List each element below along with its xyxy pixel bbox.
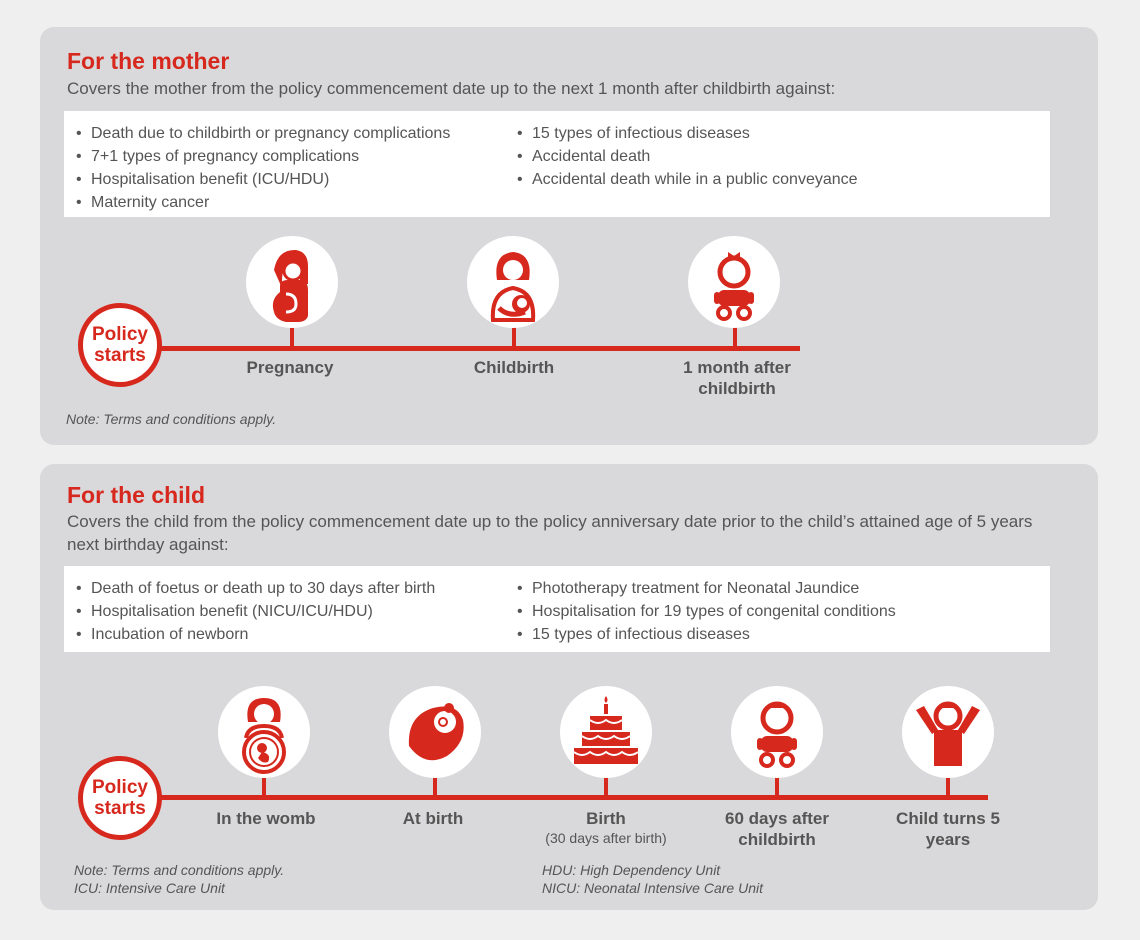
child-notes-left [74,861,284,897]
childbirth-stage-icon [467,236,559,328]
foetus-in-womb-icon [218,686,310,778]
pregnancy-stage-icon [246,236,338,328]
policy-starts-marker [78,303,162,387]
policy-starts-label: starts [94,345,146,366]
mother-with-baby-icon [467,236,559,328]
list-item: • Accidental death [517,145,858,168]
stage-sublabel-birth: (30 days after birth) [545,830,667,846]
birthday-stage-icon [560,686,652,778]
mother-note: Note: Terms and conditions apply. [66,411,277,427]
mother-panel [40,27,1098,445]
list-item: • 7+1 types of pregnancy complications [76,145,450,168]
stage-label-birth [516,808,696,848]
stage-label-womb: In the womb [216,809,316,828]
sixty-days-stage-icon [731,686,823,778]
list-item: • Hospitalisation for 19 types of congenital conditions [517,600,896,623]
list-item: • Hospitalisation benefit (ICU/HDU) [76,168,450,191]
stage-label-at-birth: At birth [402,809,464,828]
policy-starts-label: Policy [92,777,148,798]
stage-label-childbirth: Childbirth [473,358,555,377]
stage-label-sixty-days: 60 days after childbirth [725,809,829,849]
abbreviation-note: HDU: High Dependency Unit [542,862,721,878]
list-item: • Accidental death while in a public conveyance [517,168,858,191]
list-item: • Death of foetus or death up to 30 days after birth [76,577,435,600]
abbreviation-note: ICU: Intensive Care Unit [74,880,225,896]
policy-starts-marker [78,756,162,840]
child-description: Covers the child from the policy commencement date up to the policy anniversary date prior to the child’s attained age of 5 years next birthday against: [67,512,1033,554]
child-benefits-left [76,577,435,646]
policy-starts-label: starts [94,798,146,819]
child-arms-raised-icon [902,686,994,778]
toddler-icon [731,686,823,778]
mother-benefits-box [64,111,1050,217]
five-years-stage-icon [902,686,994,778]
mother-timeline-line [120,346,800,351]
stage-label-pregnancy: Pregnancy [246,358,334,377]
one-month-stage-icon [688,236,780,328]
mother-description: Covers the mother from the policy commencement date up to the next 1 month after childbirth against: [67,79,836,98]
mother-benefits-right [517,122,858,191]
policy-starts-label: Policy [92,324,148,345]
child-timeline-line [120,795,988,800]
pregnant-woman-icon [246,236,338,328]
at-birth-stage-icon [389,686,481,778]
child-notes-right [542,861,763,897]
stage-label-five-years: Child turns 5 years [896,809,1000,849]
list-item: • Incubation of newborn [76,623,435,646]
list-item: • Phototherapy treatment for Neonatal Jaundice [517,577,896,600]
list-item: • Hospitalisation benefit (NICU/ICU/HDU) [76,600,435,623]
newborn-swaddled-icon [389,686,481,778]
child-title: For the child [67,482,205,508]
child-panel [40,464,1098,910]
womb-stage-icon [218,686,310,778]
abbreviation-note: NICU: Neonatal Intensive Care Unit [542,880,763,896]
child-benefits-box [64,566,1050,652]
list-item: • 15 types of infectious diseases [517,122,858,145]
birthday-cake-icon [560,686,652,778]
child-note: Note: Terms and conditions apply. [74,862,285,878]
baby-icon [688,236,780,328]
list-item: • Maternity cancer [76,191,450,214]
mother-benefits-left [76,122,450,214]
list-item: • Death due to childbirth or pregnancy complications [76,122,450,145]
stage-label-one-month: 1 month after childbirth [683,358,791,398]
mother-title: For the mother [67,48,230,74]
list-item: • 15 types of infectious diseases [517,623,896,646]
child-benefits-right [517,577,896,646]
stage-label-birth-main: Birth [586,809,626,828]
